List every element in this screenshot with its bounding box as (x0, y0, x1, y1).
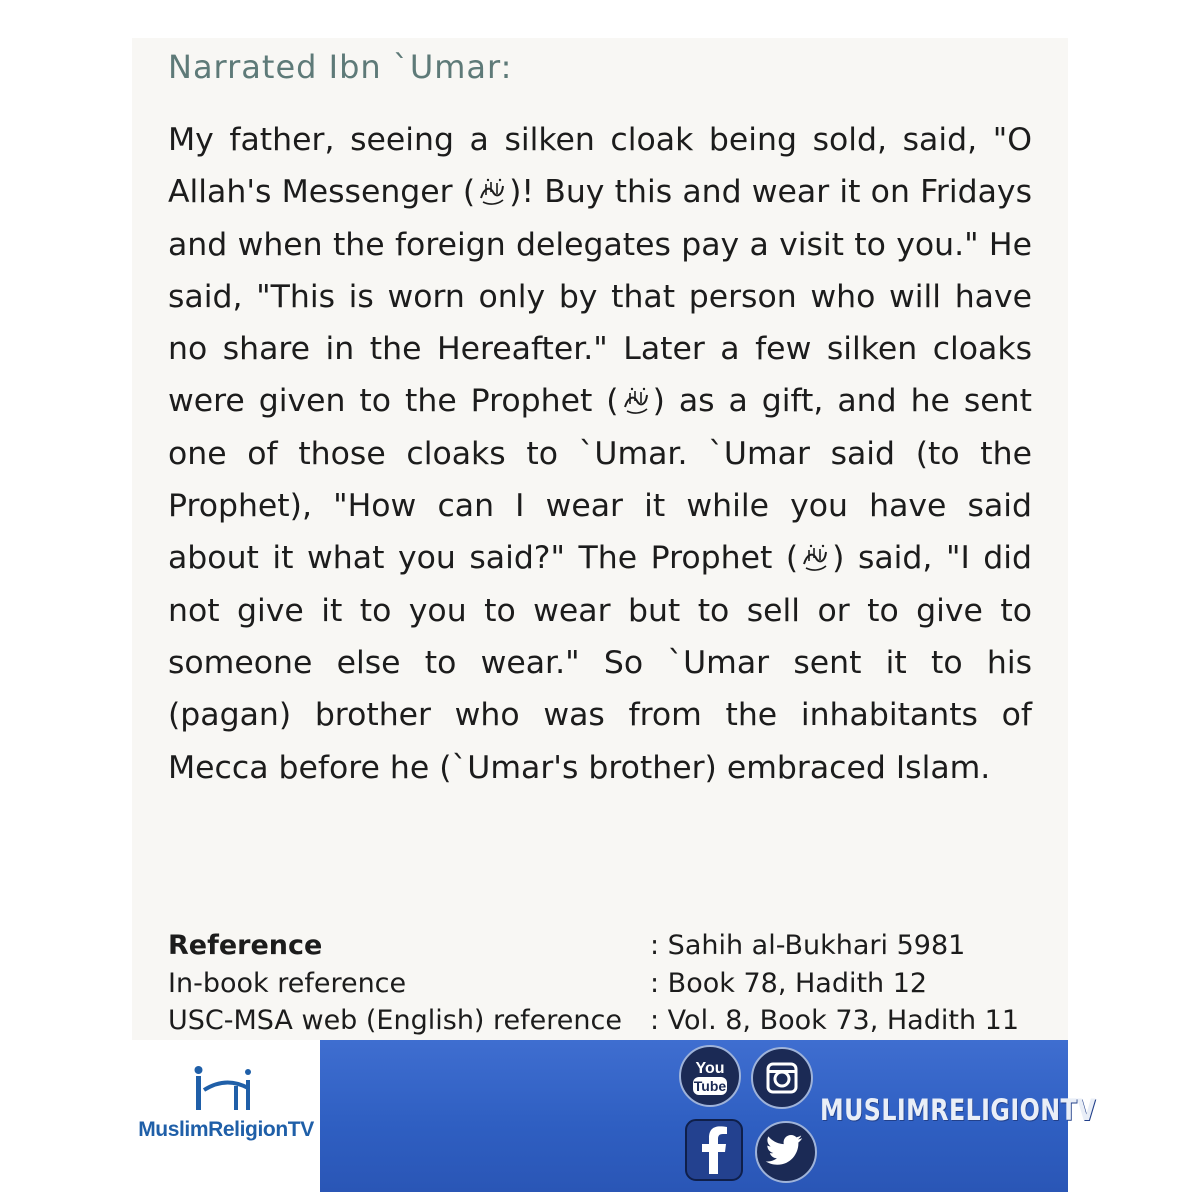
salawat-ligature-icon (798, 542, 832, 574)
youtube-icon[interactable] (678, 1044, 742, 1108)
narrator-heading: Narrated Ibn `Umar: (168, 48, 513, 86)
reference-row (168, 927, 1048, 965)
facebook-icon[interactable] (684, 1118, 744, 1182)
reference-label: Reference (168, 930, 323, 961)
salawat-ligature-icon (475, 176, 509, 208)
hadith-text-segment: )! Buy this and wear it on Fridays and when the foreign delegates pay a visit to you." He said, "This is worn only by that person who will have no share in the Hereafter." Later a few silken cloaks were given to the Prophet ( (168, 174, 1032, 420)
hadith-text-segment: My father, seeing a silken cloak being sold, said, "O Allah's Messenger ( (168, 122, 1032, 211)
reference-value: : Vol. 8, Book 73, Hadith 11 (650, 1005, 1020, 1036)
twitter-icon[interactable] (754, 1120, 818, 1184)
reference-table (168, 927, 1048, 1040)
brand-logo-text: MuslimReligionTV (138, 1118, 314, 1141)
reference-label: In-book reference (168, 967, 407, 999)
salawat-ligature-icon (619, 385, 653, 417)
hadith-text (168, 114, 1032, 794)
reference-row (168, 965, 1048, 1003)
hadith-text-segment: ) said, "I did not give it to you to wear but to sell or to give to someone else to wear." So `Umar sent it to his (pagan) brother who was from the inhabitants of Mecca before he (`Umar's brother) embraced Islam. (168, 540, 1033, 786)
hadith-text-segment: ) as a gift, and he sent one of those cloaks to `Umar. `Umar said (to the Prophet), "How can I wear it while you have said about it what you said?" The Prophet ( (168, 383, 1032, 577)
reference-value: : Sahih al-Bukhari 5981 (650, 930, 966, 961)
reference-value: : Book 78, Hadith 12 (650, 967, 928, 999)
muslimreligiontv-logo-icon (190, 1062, 260, 1114)
reference-row (168, 1002, 1048, 1040)
youtube-label-top: You (695, 1060, 725, 1077)
brand-name-text: MUSLIMRELIGIONTV (820, 1093, 1096, 1127)
youtube-label-bottom: Tube (693, 1078, 727, 1094)
reference-label: USC-MSA web (English) reference (168, 1005, 622, 1036)
instagram-icon[interactable] (750, 1046, 814, 1110)
